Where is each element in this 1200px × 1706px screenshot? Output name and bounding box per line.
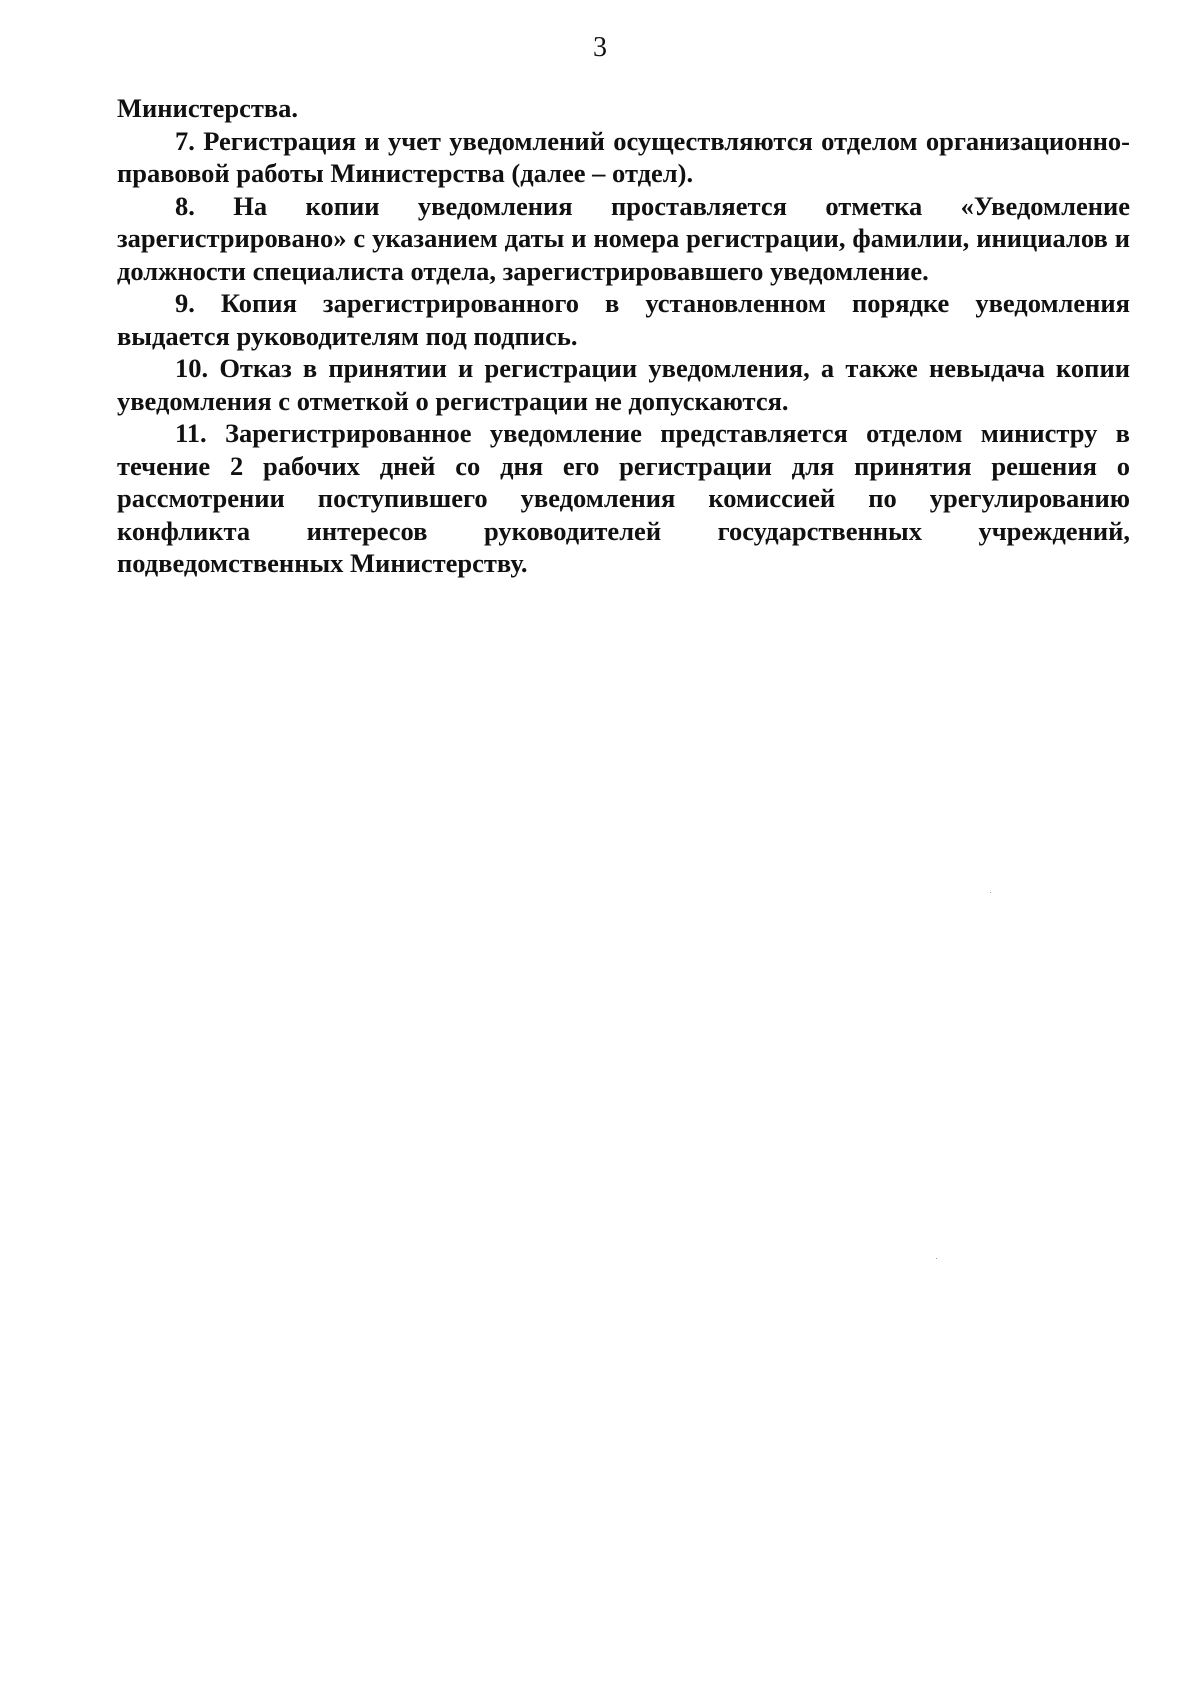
scan-speck bbox=[990, 892, 991, 893]
document-body bbox=[117, 92, 1130, 580]
paragraph-item-9: 9. Копия зарегистрированного в установленном порядке уведомления выдается руководителям под подпись. bbox=[117, 288, 1130, 351]
paragraph-continuation: Министерства. bbox=[117, 93, 299, 123]
scan-speck bbox=[936, 1258, 937, 1259]
page-number: 3 bbox=[593, 32, 607, 63]
paragraph-item-8: 8. На копии уведомления проставляется отметка «Уведомление зарегистрировано» с указанием даты и номера регистрации, фамилии, инициалов и должности специалиста отдела, зарегистрировавшего уведомление. bbox=[117, 190, 1130, 286]
paragraph-item-10: 10. Отказ в принятии и регистрации уведомления, а также невыдача копии уведомления с отметкой о регистрации не допускаются. bbox=[117, 353, 1130, 416]
paragraph-item-11: 11. Зарегистрированное уведомление представляется отделом министру в течение 2 рабочих дней со дня его регистрации для принятия решения о рассмотрении поступившего уведомления комиссией по урегулированию конфликта интересов руководителей государственных учреждений, подведомственных Министерству. bbox=[117, 418, 1130, 578]
paragraph-item-7: 7. Регистрация и учет уведомлений осуществляются отделом организационно-правовой работы Министерства (далее – отдел). bbox=[117, 125, 1130, 188]
